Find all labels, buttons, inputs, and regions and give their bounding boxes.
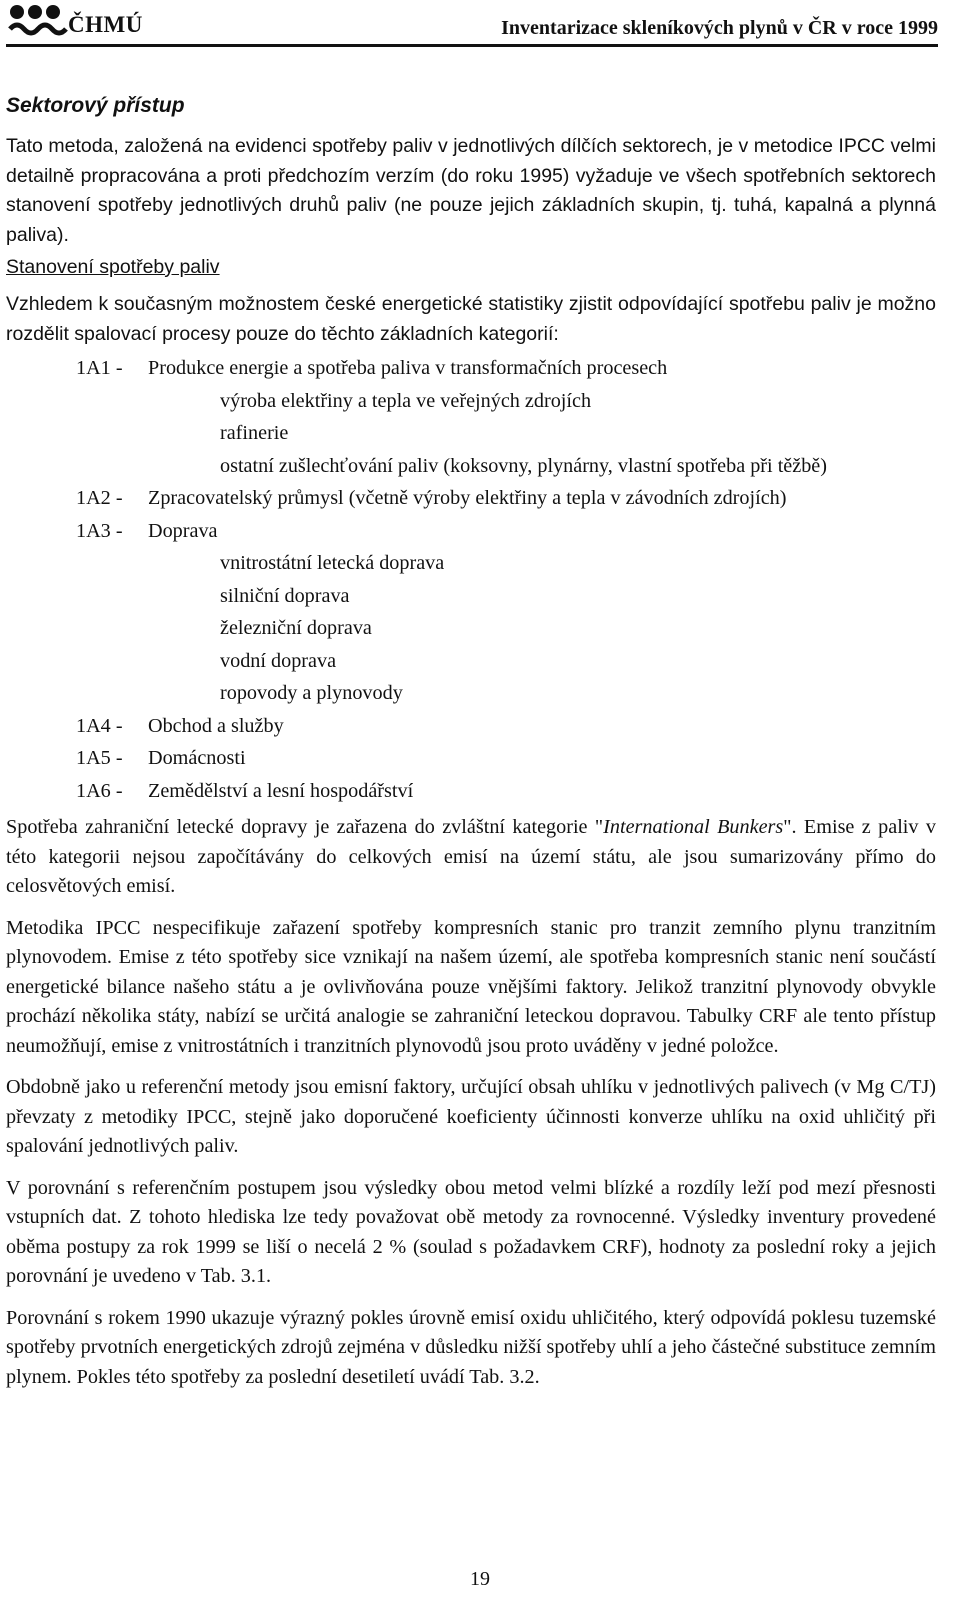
- bunkers-text-before: Spotřeba zahraniční letecké dopravy je zařazena do zvláštní kategorie ": [6, 816, 604, 838]
- body-paragraph: Metodika IPCC nespecifikuje zařazení spotřeby kompresních stanic pro tranzit zemního plynu tranzitním plynovodem. Emise z této spotřeby sice vznikají na našem území, ale spotřeba kompresních stanic není součástí energetické bilance našeho státu a je ovlivňována pouze vnějšími faktory. Jelikož tranzitní plynovody obvykle prochází několika státy, nabízí se určitá analogie se zahraniční leteckou dopravou. Tabulky CRF ale tento přístup neumožňují, emise z vnitrostátních i tranzitních plynovodů jsou proto uváděny v jedné položce.: [6, 916, 936, 1057]
- bunkers-text-after: ". Emise z paliv v této kategorii nejsou započítávány do celkových emisí na území státu, ale jsou sumarizovány přímo do celosvětových emisí.: [6, 816, 936, 897]
- list-item: [6, 482, 936, 515]
- chmu-logo-icon: [8, 2, 68, 42]
- subcategory-item: železniční doprava: [220, 617, 372, 639]
- subcategory-item: ropovody a plynovody: [220, 682, 403, 704]
- category-label: Produkce energie a spotřeba paliva v transformačních procesech: [148, 357, 668, 379]
- bunkers-italic-term: International Bunkers: [603, 816, 784, 838]
- category-label: Zemědělství a lesní hospodářství: [148, 779, 414, 802]
- header-rule: [6, 44, 938, 47]
- subcategory-item: silniční doprava: [220, 584, 350, 607]
- page-number: 19: [470, 1568, 490, 1590]
- subcategory-item: vnitrostátní letecká doprava: [220, 552, 445, 574]
- category-code: 1A5 -: [76, 747, 123, 769]
- subcategory-item: vodní doprava: [220, 649, 337, 672]
- body-paragraph: Obdobně jako u referenční metody jsou emisní faktory, určující obsah uhlíku v jednotlivých palivech (v Mg C/TJ) převzaty z metodiky IPCC, stejně jako doporučené koeficienty účinnosti konverze uhlíku na oxid uhličitý při spalování jednotlivých paliv.: [6, 1076, 936, 1157]
- page-header: [0, 0, 960, 50]
- category-label: Doprava: [148, 519, 218, 542]
- subcategory-item: ostatní zušlechťování paliv (koksovny, plynárny, vlastní spotřeba při těžbě): [220, 454, 827, 477]
- list-item: [6, 742, 936, 775]
- category-code: 1A6 -: [76, 779, 123, 802]
- categories-intro: Vzhledem k současným možnostem české energetické statistiky zjistit odpovídající spotřebu paliv je možno rozdělit spalovací procesy pouze do těchto základních kategorií:: [6, 293, 936, 345]
- page-content: [6, 94, 936, 1392]
- category-code: 1A3 -: [76, 519, 123, 542]
- category-code: 1A1 -: [76, 357, 123, 379]
- organization-name: ČHMÚ: [68, 12, 143, 37]
- body-paragraph: V porovnání s referenčním postupem jsou výsledky obou metod velmi blízké a rozdíly leží pod mezí přesnosti vstupních dat. Z tohoto hlediska lze tedy považovat obě metody za rovnocenné. Výsledky inventury provedené oběma postupy za rok 1999 se liší o necelá 2 % (soulad s požadavkem CRF), hodnoty za poslední roky a jejich porovnání je uvedeno v Tab. 3.1.: [6, 1176, 936, 1287]
- category-list: [6, 352, 936, 807]
- list-item: [6, 775, 936, 808]
- list-item: [6, 352, 936, 385]
- category-code: 1A4 -: [76, 714, 123, 737]
- list-item: [6, 515, 936, 548]
- intro-paragraph: Tato metoda, založená na evidenci spotřeby paliv v jednotlivých dílčích sektorech, je v metodice IPCC velmi detailně propracována a proti předchozím verzím (do roku 1995) vyžaduje ve všech spotřebních sektorech stanovení spotřeby jednotlivých druhů paliv (ne pouze jejich základních skupin, tj. tuhá, kapalná a plynná paliva).: [6, 135, 936, 246]
- subcategory-item: rafinerie: [220, 422, 289, 444]
- body-paragraph: Porovnání s rokem 1990 ukazuje výrazný pokles úrovně emisí oxidu uhličitého, který odpovídá poklesu tuzemské spotřeby prvotních energetických zdrojů zejména v důsledku nižší spotřeby uhlí a jeho částečné substituce zemním plynem. Pokles této spotřeby za poslední desetiletí uvádí Tab. 3.2.: [6, 1306, 936, 1388]
- section-title: Sektorový přístup: [6, 94, 185, 117]
- category-label: Obchod a služby: [148, 714, 284, 737]
- category-label: Domácnosti: [148, 747, 246, 769]
- bunkers-paragraph: [6, 813, 936, 902]
- subheading: Stanovení spotřeby paliv: [6, 256, 220, 278]
- subcategory-item: výroba elektřiny a tepla ve veřejných zdrojích: [220, 389, 592, 412]
- category-label: Zpracovatelský průmysl (včetně výroby elektřiny a tepla v závodních zdrojích): [148, 487, 787, 509]
- category-code: 1A2 -: [76, 487, 123, 509]
- list-item: [6, 710, 936, 743]
- document-title: Inventarizace skleníkových plynů v ČR v roce 1999: [501, 17, 938, 39]
